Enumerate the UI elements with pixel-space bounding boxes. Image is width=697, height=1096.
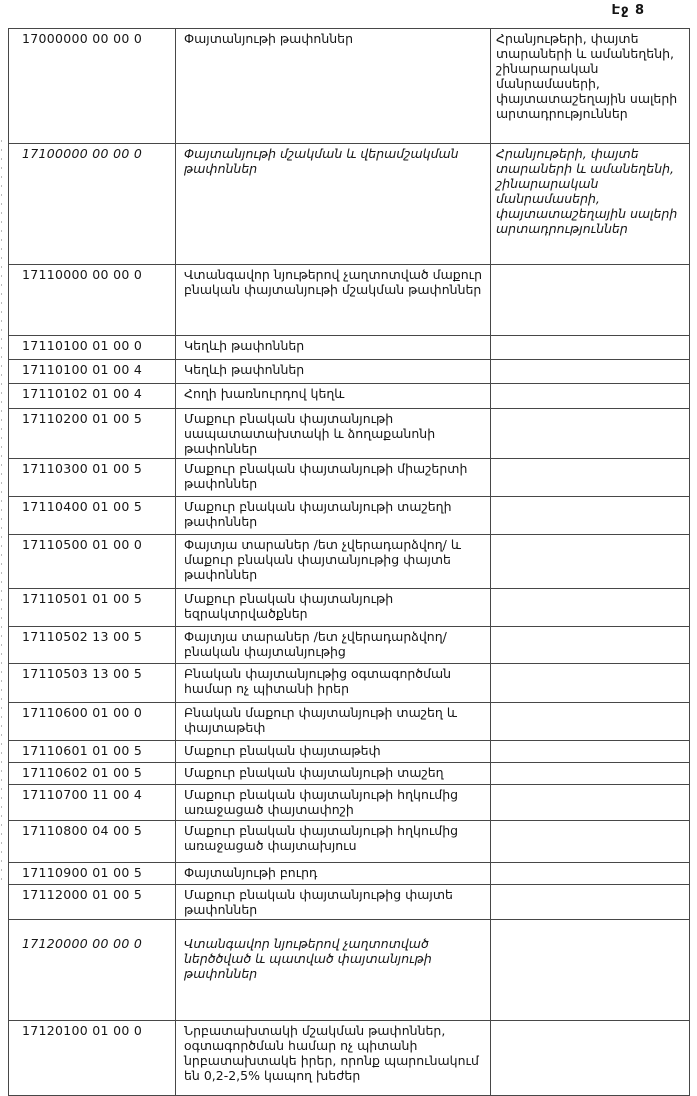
waste-code-cell: 17110503 13 00 5 bbox=[9, 664, 176, 703]
table-row bbox=[9, 535, 690, 589]
table-row bbox=[9, 360, 690, 384]
table-row bbox=[9, 589, 690, 627]
table-row bbox=[9, 920, 690, 1021]
production-note-cell bbox=[491, 265, 690, 336]
waste-description-cell: Փայտանյութի թափոններ bbox=[176, 29, 491, 144]
page-number: Էջ 8 bbox=[611, 3, 645, 18]
production-note-cell: Հրանյութերի, փայտե տարաների և ամանեղենի, շինարարական մանրամասերի, փայտատաշեղային սալերի արտադրություններ bbox=[491, 144, 690, 265]
production-note-cell bbox=[491, 920, 690, 1021]
waste-classification-table bbox=[8, 28, 690, 1096]
production-note-cell bbox=[491, 885, 690, 920]
waste-code-cell: 17110602 01 00 5 bbox=[9, 763, 176, 785]
waste-code-cell: 17110100 01 00 0 bbox=[9, 336, 176, 360]
table-row bbox=[9, 763, 690, 785]
waste-code-cell: 17110700 11 00 4 bbox=[9, 785, 176, 821]
production-note-cell bbox=[491, 703, 690, 741]
production-note-cell bbox=[491, 384, 690, 409]
waste-description-cell: Մաքուր բնական փայտանյութի հղկումից առաջացած փայտափոշի bbox=[176, 785, 491, 821]
waste-description-cell: Մաքուր բնական փայտանյութի հղկումից առաջացած փայտախյուս bbox=[176, 821, 491, 863]
waste-description-cell: Մաքուր բնական փայտանյութի միաշերտի թափոններ bbox=[176, 459, 491, 497]
waste-code-cell: 17110900 01 00 5 bbox=[9, 863, 176, 885]
production-note-cell bbox=[491, 409, 690, 459]
production-note-cell bbox=[491, 821, 690, 863]
waste-code-cell: 17110601 01 00 5 bbox=[9, 741, 176, 763]
waste-code-cell: 17100000 00 00 0 bbox=[9, 144, 176, 265]
scan-artifact-left-margin bbox=[1, 140, 2, 880]
table-row bbox=[9, 384, 690, 409]
waste-code-cell: 17110300 01 00 5 bbox=[9, 459, 176, 497]
waste-description-cell: Բնական փայտանյութից օգտագործման համար ոչ պիտանի իրեր bbox=[176, 664, 491, 703]
waste-description-cell: Փայտյա տարաներ /ետ չվերադարձվող/ բնական փայտանյութից bbox=[176, 627, 491, 664]
table-row bbox=[9, 885, 690, 920]
table-row bbox=[9, 785, 690, 821]
production-note-cell bbox=[491, 535, 690, 589]
waste-description-cell: Մաքուր բնական փայտանյութի տաշեղ bbox=[176, 763, 491, 785]
waste-code-cell: 17110000 00 00 0 bbox=[9, 265, 176, 336]
production-note-cell bbox=[491, 863, 690, 885]
production-note-cell bbox=[491, 627, 690, 664]
table-row bbox=[9, 265, 690, 336]
table-row bbox=[9, 664, 690, 703]
waste-code-cell: 17120000 00 00 0 bbox=[9, 920, 176, 1021]
waste-table-body bbox=[9, 29, 690, 1096]
production-note-cell bbox=[491, 763, 690, 785]
table-row bbox=[9, 1021, 690, 1096]
table-row bbox=[9, 497, 690, 535]
waste-code-cell: 17112000 01 00 5 bbox=[9, 885, 176, 920]
waste-description-cell: Վտանգավոր նյութերով չաղտոտված ներծծված և պատված փայտանյութի թափոններ bbox=[176, 920, 491, 1021]
table-row bbox=[9, 863, 690, 885]
table-row bbox=[9, 703, 690, 741]
waste-code-cell: 17120100 01 00 0 bbox=[9, 1021, 176, 1096]
waste-description-cell: Հողի խառնուրդով կեղև bbox=[176, 384, 491, 409]
table-row bbox=[9, 459, 690, 497]
production-note-cell bbox=[491, 741, 690, 763]
waste-description-cell: Մաքուր բնական փայտաթեփ bbox=[176, 741, 491, 763]
production-note-cell bbox=[491, 360, 690, 384]
waste-code-cell: 17110800 04 00 5 bbox=[9, 821, 176, 863]
waste-code-cell: 17110100 01 00 4 bbox=[9, 360, 176, 384]
waste-code-cell: 17110600 01 00 0 bbox=[9, 703, 176, 741]
waste-description-cell: Վտանգավոր նյութերով չաղտոտված մաքուր բնական փայտանյութի մշակման թափոններ bbox=[176, 265, 491, 336]
table-row bbox=[9, 821, 690, 863]
production-note-cell bbox=[491, 664, 690, 703]
waste-description-cell: Բնական մաքուր փայտանյութի տաշեղ և փայտաթեփ bbox=[176, 703, 491, 741]
production-note-cell: Հրանյութերի, փայտե տարաների և ամանեղենի, շինարարական մանրամասերի, փայտատաշեղային սալերի արտադրություններ bbox=[491, 29, 690, 144]
waste-code-cell: 17110501 01 00 5 bbox=[9, 589, 176, 627]
waste-description-cell: Փայտյա տարաներ /ետ չվերադարձվող/ և մաքուր բնական փայտանյութից փայտե թափոններ bbox=[176, 535, 491, 589]
table-row bbox=[9, 627, 690, 664]
table-row bbox=[9, 29, 690, 144]
waste-description-cell: Մաքուր բնական փայտանյութից փայտե թափոններ bbox=[176, 885, 491, 920]
production-note-cell bbox=[491, 785, 690, 821]
waste-code-cell: 17110200 01 00 5 bbox=[9, 409, 176, 459]
waste-description-cell: Մաքուր բնական փայտանյութի տաշեղի թափոններ bbox=[176, 497, 491, 535]
waste-code-cell: 17110502 13 00 5 bbox=[9, 627, 176, 664]
waste-code-cell: 17110500 01 00 0 bbox=[9, 535, 176, 589]
waste-description-cell: Կեղևի թափոններ bbox=[176, 336, 491, 360]
waste-description-cell: Մաքուր բնական փայտանյութի եզրակտրվածքներ bbox=[176, 589, 491, 627]
waste-description-cell: Մաքուր բնական փայտանյութի սապատատախտակի և ձողաքանոնի թափոններ bbox=[176, 409, 491, 459]
waste-description-cell: Նրբատախտակի մշակման թափոններ, օգտագործման համար ոչ պիտանի նրբատախտակե իրեր, որոնք պարունակում են 0,2-2,5% կապող խեժեր bbox=[176, 1021, 491, 1096]
waste-code-cell: 17110102 01 00 4 bbox=[9, 384, 176, 409]
waste-description-cell: Փայտանյութի բուրդ bbox=[176, 863, 491, 885]
production-note-cell bbox=[491, 1021, 690, 1096]
waste-description-cell: Կեղևի թափոններ bbox=[176, 360, 491, 384]
table-row bbox=[9, 144, 690, 265]
waste-code-cell: 17110400 01 00 5 bbox=[9, 497, 176, 535]
table-row bbox=[9, 741, 690, 763]
waste-code-cell: 17000000 00 00 0 bbox=[9, 29, 176, 144]
production-note-cell bbox=[491, 589, 690, 627]
production-note-cell bbox=[491, 497, 690, 535]
waste-description-cell: Փայտանյութի մշակման և վերամշակման թափոններ bbox=[176, 144, 491, 265]
production-note-cell bbox=[491, 336, 690, 360]
production-note-cell bbox=[491, 459, 690, 497]
table-row bbox=[9, 336, 690, 360]
table-row bbox=[9, 409, 690, 459]
